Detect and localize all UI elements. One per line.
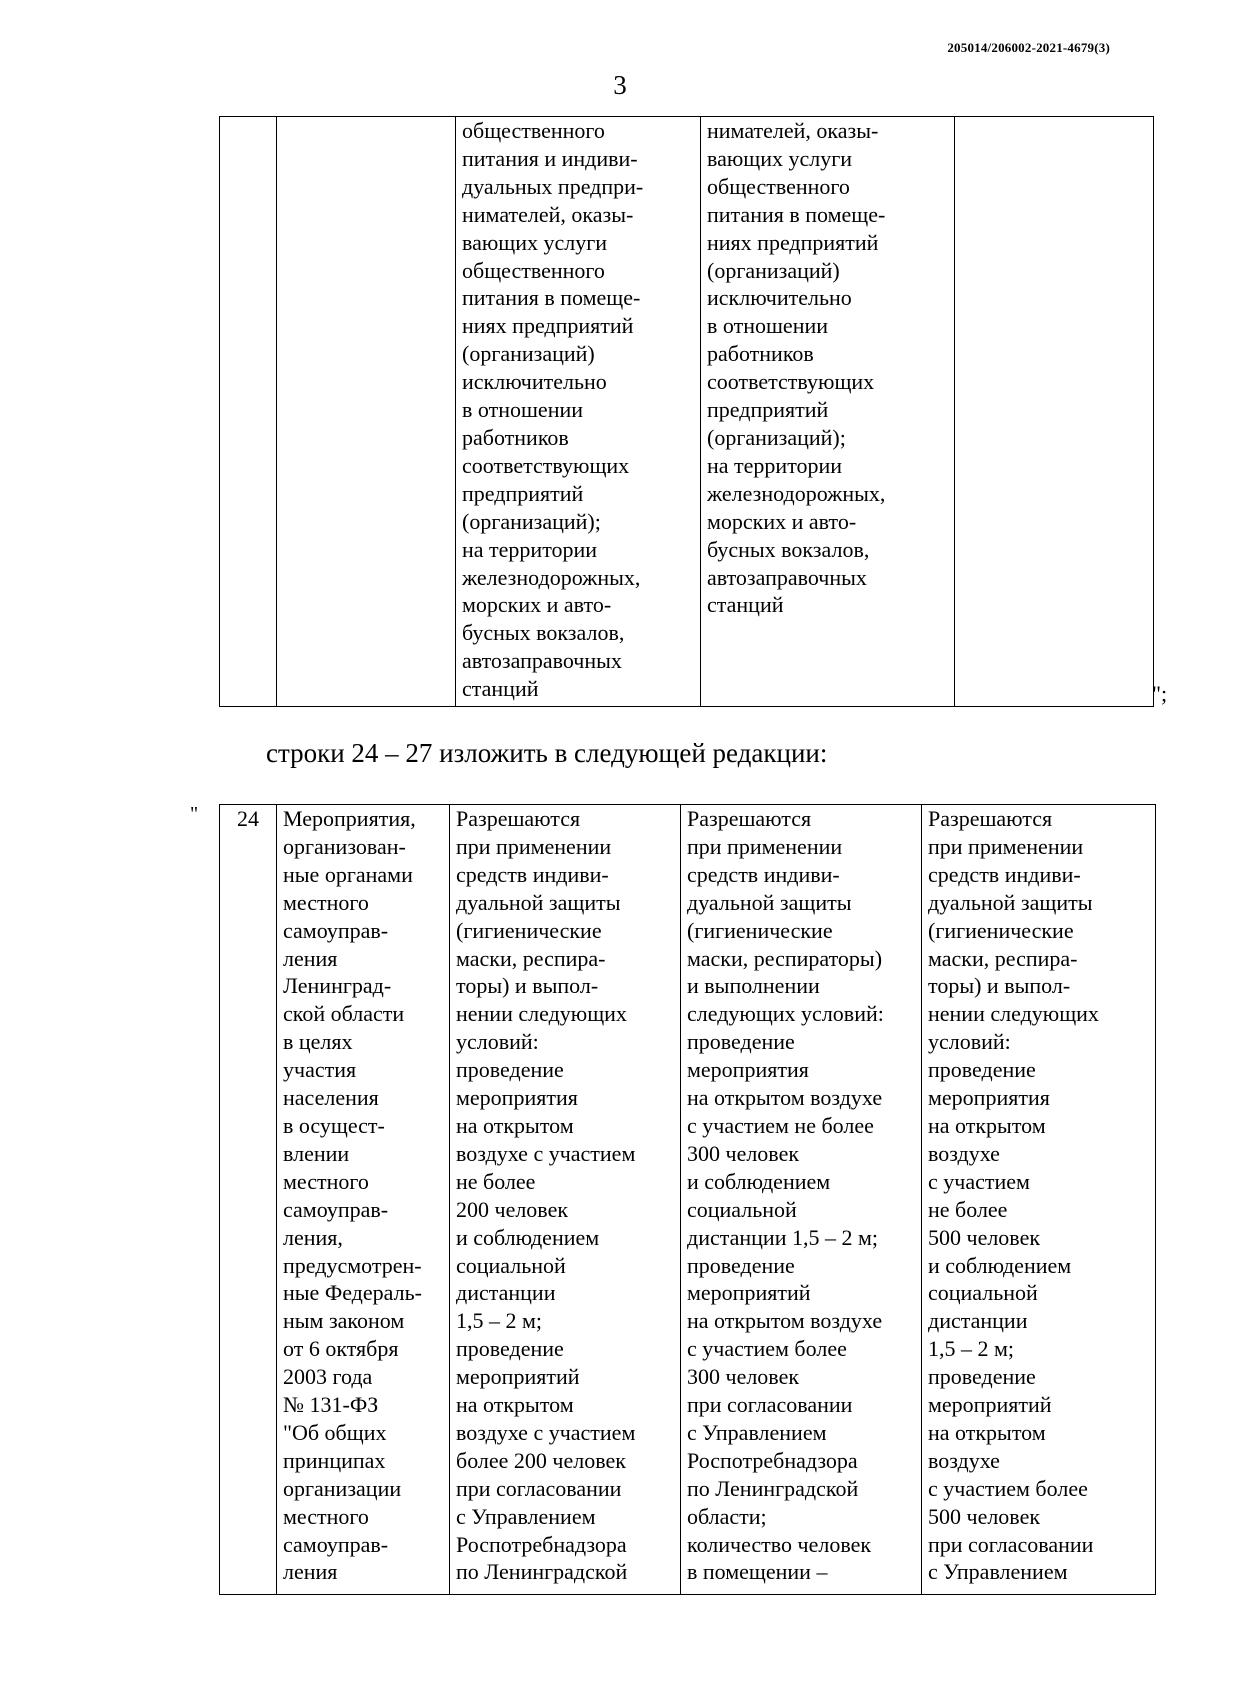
table-cell-activity [277, 117, 456, 707]
rows-24-27-table [219, 804, 1156, 1595]
table-cell-condition-1: общественного питания и индиви- дуальных предпри- нимателей, оказы- вающих услуги общественного питания в помеще- ниях предприятий (организаций) исключительно в отношении работников соответствующих предприятий (организаций); на территории железнодорожных, морских и авто- бусных вокзалов, автозаправочных станций [456, 117, 701, 707]
table-cell-number [220, 117, 277, 707]
opening-quote: " [190, 803, 199, 825]
amendment-text: строки 24 – 27 изложить в следующей редакции: [266, 738, 828, 768]
table-cell-condition-3 [955, 117, 1154, 707]
table-row [220, 805, 1156, 1595]
continuation-table [219, 116, 1154, 707]
closing-quote: "; [1152, 681, 1168, 706]
page-number: 3 [613, 70, 627, 100]
table-cell-activity: Мероприятия, организован- ные органами местного самоуправ- ления Ленинград- ской области в целях участия населения в осущест- влении местного самоуправ- ления, предусмотрен- ные Федераль- ным законом от 6 октября 2003 года № 131-ФЗ "Об общих принципах организации местного самоуправ- ления [277, 805, 450, 1595]
table-row [220, 117, 1154, 707]
table-cell-condition-1: Разрешаются при применении средств индиви- дуальной защиты (гигиенические маски, респира- торы) и выпол- нении следующих условий: проведение мероприятия на открытом воздухе с участием не более 200 человек и соблюдением социальной дистанции 1,5 – 2 м; проведение мероприятий на открытом воздухе с участием более 200 человек при согласовании с Управлением Роспотребнадзора по Ленинградской [450, 805, 681, 1595]
table-cell-condition-2: нимателей, оказы- вающих услуги общественного питания в помеще- ниях предприятий (организаций) исключительно в отношении работников соответствующих предприятий (организаций); на территории железнодорожных, морских и авто- бусных вокзалов, автозаправочных станций [701, 117, 955, 707]
table-cell-number: 24 [220, 805, 277, 1595]
table-cell-condition-3: Разрешаются при применении средств индиви- дуальной защиты (гигиенические маски, респира- торы) и выпол- нении следующих условий: проведение мероприятия на открытом воздухе с участием не более 500 человек и соблюдением социальной дистанции 1,5 – 2 м; проведение мероприятий на открытом воздухе с участием более 500 человек при согласовании с Управлением [922, 805, 1156, 1595]
document-id: 205014/206002-2021-4679(3) [947, 40, 1110, 55]
table-cell-condition-2: Разрешаются при применении средств индиви- дуальной защиты (гигиенические маски, респираторы) и выполнении следующих условий: проведение мероприятия на открытом воздухе с участием не более 300 человек и соблюдением социальной дистанции 1,5 – 2 м; проведение мероприятий на открытом воздухе с участием более 300 человек при согласовании с Управлением Роспотребнадзора по Ленинградской области; количество человек в помещении – [681, 805, 922, 1595]
